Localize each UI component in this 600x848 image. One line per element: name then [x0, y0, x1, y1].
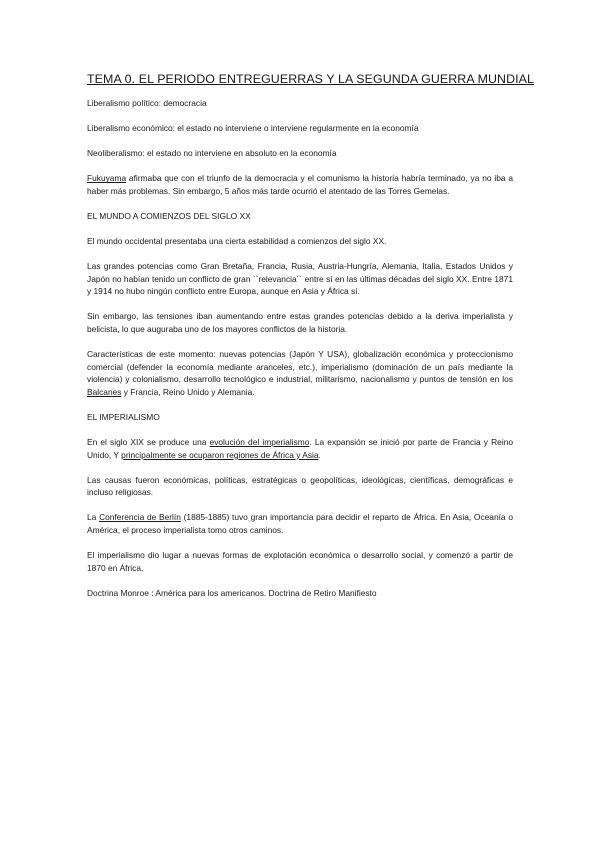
paragraph-liberalismo-economico: Liberalismo económico: el estado no interviene o interviene regularmente en la economía — [87, 123, 419, 134]
paragraph-causas: Las causas fueron económicas, políticas, estratégicas o geopolíticas, ideológicas, científicas, demográficas e incluso religiosas. — [87, 474, 513, 498]
document-title: TEMA 0. EL PERIODO ENTREGUERRAS Y LA SEGUNDA GUERRA MUNDIAL — [87, 72, 535, 86]
paragraph-liberalismo-politico: Liberalismo político: democracia — [87, 98, 207, 108]
paragraph-text: (1885-1885) tuvo gran importancia para decidir el reparto de África. En Asia, Oceanía o América, el proceso imperialista tomo otros caminos. — [87, 512, 513, 536]
paragraph-text: afirmaba que con el triunfo de la democracia y el comunismo la historia habría terminado, ya no iba a haber más problemas. Sin embargo, 5 años más tarde ocurrió el atentado de las Torres Gemelas. — [87, 173, 513, 196]
paragraph-text-tail: y Francia, Reino Unido y Alemania. — [121, 386, 255, 397]
paragraph-text: La — [87, 512, 100, 523]
underlined-term-conferencia: Conferencia de Berlín — [99, 512, 181, 523]
paragraph-fukuyama — [87, 172, 513, 197]
paragraph-text: . — [318, 449, 321, 460]
paragraph-siglo-xix — [87, 436, 513, 461]
paragraph-text: . La expansión se inició por parte de Francia y Reino Unido, Y — [87, 437, 514, 460]
paragraph-estabilidad: El mundo occidental presentaba una cierta estabilidad a comienzos del siglo XX. — [87, 236, 387, 247]
paragraph-text: En el siglo XIX se produce una — [87, 437, 210, 448]
underlined-term-regiones: principalmente se ocuparon regiones de África y Asia — [121, 449, 319, 460]
paragraph-caracteristicas — [87, 348, 513, 398]
paragraph-text: Características de este momento: nuevas potencias (Japón Y USA), globalización económica y proteccionismo comercial (defender la economía mediante aranceles, etc.), imperialismo (dominación de un país mediante la violencia) y colonialismo, desarrollo tecnológico e industrial, militarismo, nacionalismo y puntos de tensión en los — [87, 349, 513, 385]
paragraph-explotacion: El imperialismo dio lugar a nuevas formas de explotación económica o desarrollo social, y comenzó a partir de 1870 en África. — [87, 550, 513, 573]
underlined-term-evolucion: evolución del imperialismo — [209, 437, 310, 448]
paragraph-doctrina-monroe: Doctrina Monroe : América para los americanos. Doctrina de Retiro Manifiesto — [87, 587, 377, 598]
underlined-term-fukuyama: Fukuyama — [87, 173, 127, 184]
paragraph-conferencia-berlin — [87, 511, 513, 536]
paragraph-grandes-potencias: Las grandes potencias como Gran Bretaña, Francia, Rusia, Austria-Hungría, Alemania, Italia, Estados Unidos y Japón no habían tenido un conflicto de gran ``relevancia´´ entre sí en las últimas décadas del siglo XX. Entre 1871 y 1914 no hubo ningún conflicto entre Europa, aunque en Asia y África sí. — [87, 261, 513, 297]
section-heading-mundo-siglo-xx: EL MUNDO A COMIENZOS DEL SIGLO XX — [87, 210, 251, 221]
paragraph-neoliberalismo: Neoliberalismo: el estado no interviene en absoluto en la economía — [87, 148, 337, 159]
section-heading-imperialismo: EL IMPERIALISMO — [87, 412, 160, 422]
underlined-term-balcanes: Balcanes — [87, 386, 122, 397]
paragraph-tensiones: Sin embargo, las tensiones iban aumentando entre estas grandes potencias debido a la deriva imperialista y belicista, lo que auguraba uno de los mayores conflictos de la historia. — [87, 311, 513, 335]
